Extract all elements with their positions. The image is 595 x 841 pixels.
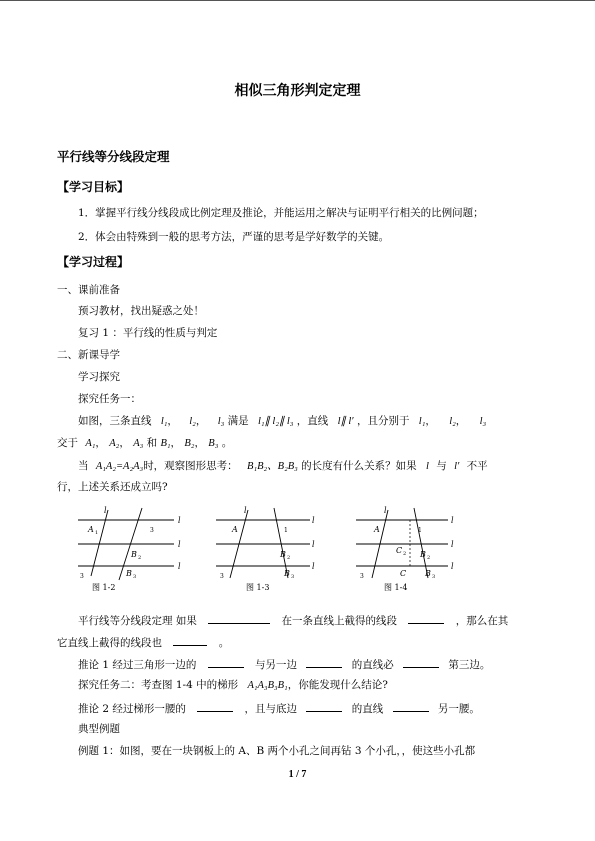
- blank-4: [208, 656, 244, 668]
- preview-text: 预习教材，找出疑惑之处！: [78, 305, 204, 317]
- example-header: 典型例题: [78, 723, 120, 735]
- fig13-label-b3: B: [284, 569, 290, 578]
- text-run: 交于: [57, 437, 78, 449]
- fig13-edge-1: l: [312, 516, 315, 525]
- figure-1-4: [352, 506, 472, 596]
- text-run: ，且与底边: [244, 703, 298, 715]
- fig14-label-a: A: [374, 525, 380, 534]
- fig14-label-left3: 3: [360, 573, 364, 580]
- task1-line2: [57, 436, 232, 451]
- text-run: 和: [146, 437, 158, 449]
- example-1-text: 例题 1：如图，要在一块钢板上的 A、B 两个小孔之间再钻 3 个小孔，，使这些小孔都: [78, 745, 476, 757]
- fig13-caption: 图 1-3: [246, 583, 270, 592]
- fig13-edge-3: l: [312, 562, 315, 571]
- blank-1: [208, 612, 270, 624]
- math-A2: A₂: [109, 438, 120, 449]
- fig14-label-r1: 1: [418, 527, 422, 534]
- fig13-edge-2: l: [312, 540, 315, 549]
- math-l2: l₂: [449, 416, 456, 427]
- math-B2: B₂: [184, 438, 195, 449]
- corollary-2: [78, 700, 480, 716]
- fig12-label-b2-sub: 2: [138, 555, 142, 561]
- text-run: 的长度有什么关系？如果: [301, 460, 417, 472]
- fig14-edge-3: l: [451, 562, 454, 571]
- fig12-label-b2: B: [131, 550, 137, 559]
- text-run: 当: [78, 460, 89, 472]
- sep: ，: [95, 437, 106, 449]
- fig14-label-c2: C: [396, 546, 403, 555]
- text-run: 时，观察图形思考：: [143, 460, 238, 472]
- text-run: 探究任务二：考查图 1-4 中的梯形: [78, 679, 239, 691]
- task2-line: [78, 678, 388, 693]
- page-title: 相似三角形判定定理: [234, 83, 361, 99]
- task1-line1: [78, 414, 486, 429]
- sep: 。: [221, 437, 233, 449]
- fig14-label-top: l: [384, 506, 387, 515]
- math-l: l: [425, 461, 429, 472]
- text-run: ，那么在其: [455, 615, 509, 627]
- text-run: 的直线必: [351, 659, 394, 671]
- page-top-border: [0, 0, 595, 1]
- text-run: 满是: [227, 415, 249, 427]
- text-run: 推论 1 经过三角形一边的: [78, 659, 197, 671]
- fig12-label-left3: 3: [80, 573, 84, 580]
- text-run: 与另一边: [255, 659, 298, 671]
- sep: ，: [119, 437, 130, 449]
- fig14-caption: 图 1-4: [384, 583, 408, 592]
- sep: ，: [425, 415, 436, 427]
- goal-item-2: 2．体会由特殊到一般的思考方法，严谨的思考是学好数学的关键。: [78, 231, 390, 243]
- math-parallel-l: l∥ l′: [337, 416, 354, 427]
- fig14-label-b2: B: [420, 550, 426, 559]
- transversal-l-prime: [414, 508, 431, 578]
- fig13-label-b2: B: [280, 550, 286, 559]
- blank-3: [173, 634, 207, 646]
- pre-class-heading: 一、课前准备: [57, 284, 120, 296]
- text-run: 。: [218, 637, 230, 649]
- explore-heading: 学习探究: [78, 371, 120, 383]
- fig14-label-c: C: [400, 569, 407, 578]
- text-run: 平行线等分线段定理 如果: [78, 615, 197, 627]
- math-l2: l₂: [189, 416, 196, 427]
- fig14-edge-1: l: [451, 516, 454, 525]
- fig12-edge-1: l: [178, 516, 181, 525]
- math-l1: l₁: [418, 416, 426, 427]
- blank-7: [197, 700, 233, 712]
- sep: ，: [455, 415, 467, 427]
- text-run: 另一腰。: [437, 703, 480, 715]
- fig12-label-r1: 3: [150, 527, 154, 534]
- fig14-edge-2: l: [451, 540, 454, 549]
- goals-header: 【学习目标】: [57, 180, 130, 194]
- math-B-segments: B₁B₂、B₂B₃: [247, 461, 298, 472]
- corollary-1: [78, 656, 490, 672]
- task1-heading: 探究任务一：: [78, 393, 141, 405]
- math-l3: l₃: [479, 416, 487, 427]
- review-text: 复习 1 ：平行线的性质与判定: [78, 327, 218, 339]
- process-header: 【学习过程】: [57, 255, 130, 269]
- fig14-label-b2-sub: 2: [427, 555, 431, 561]
- figure-1-3: [212, 506, 332, 596]
- math-A3: A₃: [133, 438, 144, 449]
- fig13-label-b3-sub: 3: [291, 574, 295, 580]
- text-run: 它直线上截得的线段也: [57, 637, 162, 649]
- text-run: 的直线: [351, 703, 384, 715]
- fig13-label-b2-sub: 2: [287, 555, 291, 561]
- section-title: 平行线等分线段定理: [57, 149, 170, 164]
- fig14-label-b3: B: [425, 569, 431, 578]
- goal-item-1: 1．掌握平行线分线段成比例定理及推论，并能运用之解决与证明平行相关的比例问题；: [78, 207, 484, 219]
- fig13-label-top: l: [244, 506, 247, 515]
- fig14-label-c2-sub: 2: [403, 551, 407, 557]
- task1-line3: [78, 459, 488, 474]
- math-l1: l₁: [160, 416, 168, 427]
- math-A1: A₁: [85, 438, 96, 449]
- sep: ，: [170, 437, 182, 449]
- fig13-label-a: A: [232, 525, 238, 534]
- theorem-line1: [78, 612, 508, 628]
- fig12-label-b3-sub: 3: [133, 574, 137, 580]
- text-run: 第三边。: [448, 659, 491, 671]
- math-l-prime: l′: [454, 461, 460, 472]
- fig12-label-b3: B: [126, 569, 132, 578]
- blank-8: [306, 700, 342, 712]
- fig12-label-a1-sub: 1: [95, 530, 99, 536]
- text-run: 如图，三条直线: [78, 415, 152, 427]
- math-B1: B₁: [160, 438, 171, 449]
- blank-5: [306, 656, 342, 668]
- math-l3: l₃: [217, 416, 225, 427]
- text-run: 与: [436, 460, 447, 472]
- text-run: 推论 2 经过梯形一腰的: [78, 703, 186, 715]
- fig13-label-r1: 1: [284, 527, 288, 534]
- figure-1-2: [74, 506, 194, 596]
- sep: ，: [194, 437, 205, 449]
- sep: ，: [195, 415, 207, 427]
- blank-6: [403, 656, 439, 668]
- fig12-label-a1: A: [88, 525, 94, 534]
- text-run: ，直线: [296, 415, 329, 427]
- fig12-caption: 图 1-2: [92, 583, 116, 592]
- math-trapezoid: A₁A₃B₃B₁: [247, 680, 288, 691]
- text-run: ，你能发现什么结论?: [287, 679, 388, 691]
- fig13-label-left3: 3: [220, 573, 224, 580]
- sep: ，: [167, 415, 178, 427]
- math-equal-segments: A₁A₂=A₂A₃: [95, 461, 144, 472]
- math-B3: B₃: [208, 438, 219, 449]
- page-number: 1 / 7: [288, 769, 307, 780]
- fig14-label-b3-sub: 3: [432, 574, 436, 580]
- math-parallel-condition: l₁∥ l₂∥ l₃: [257, 416, 294, 427]
- fig12-edge-2: l: [178, 540, 181, 549]
- theorem-line2: [57, 634, 229, 650]
- blank-9: [393, 700, 429, 712]
- transversal-l-prime: [274, 508, 291, 578]
- fig12-edge-3: l: [178, 562, 181, 571]
- text-run: ，且分别于: [356, 415, 410, 427]
- fig12-label-top: l: [104, 506, 107, 515]
- new-lesson-heading: 二、新课导学: [57, 349, 120, 361]
- task1-line4: 行，上述关系还成立吗?: [57, 481, 168, 493]
- blank-2: [408, 612, 444, 624]
- text-run: 在一条直线上截得的线段: [281, 615, 398, 627]
- text-run: 不平: [466, 460, 488, 472]
